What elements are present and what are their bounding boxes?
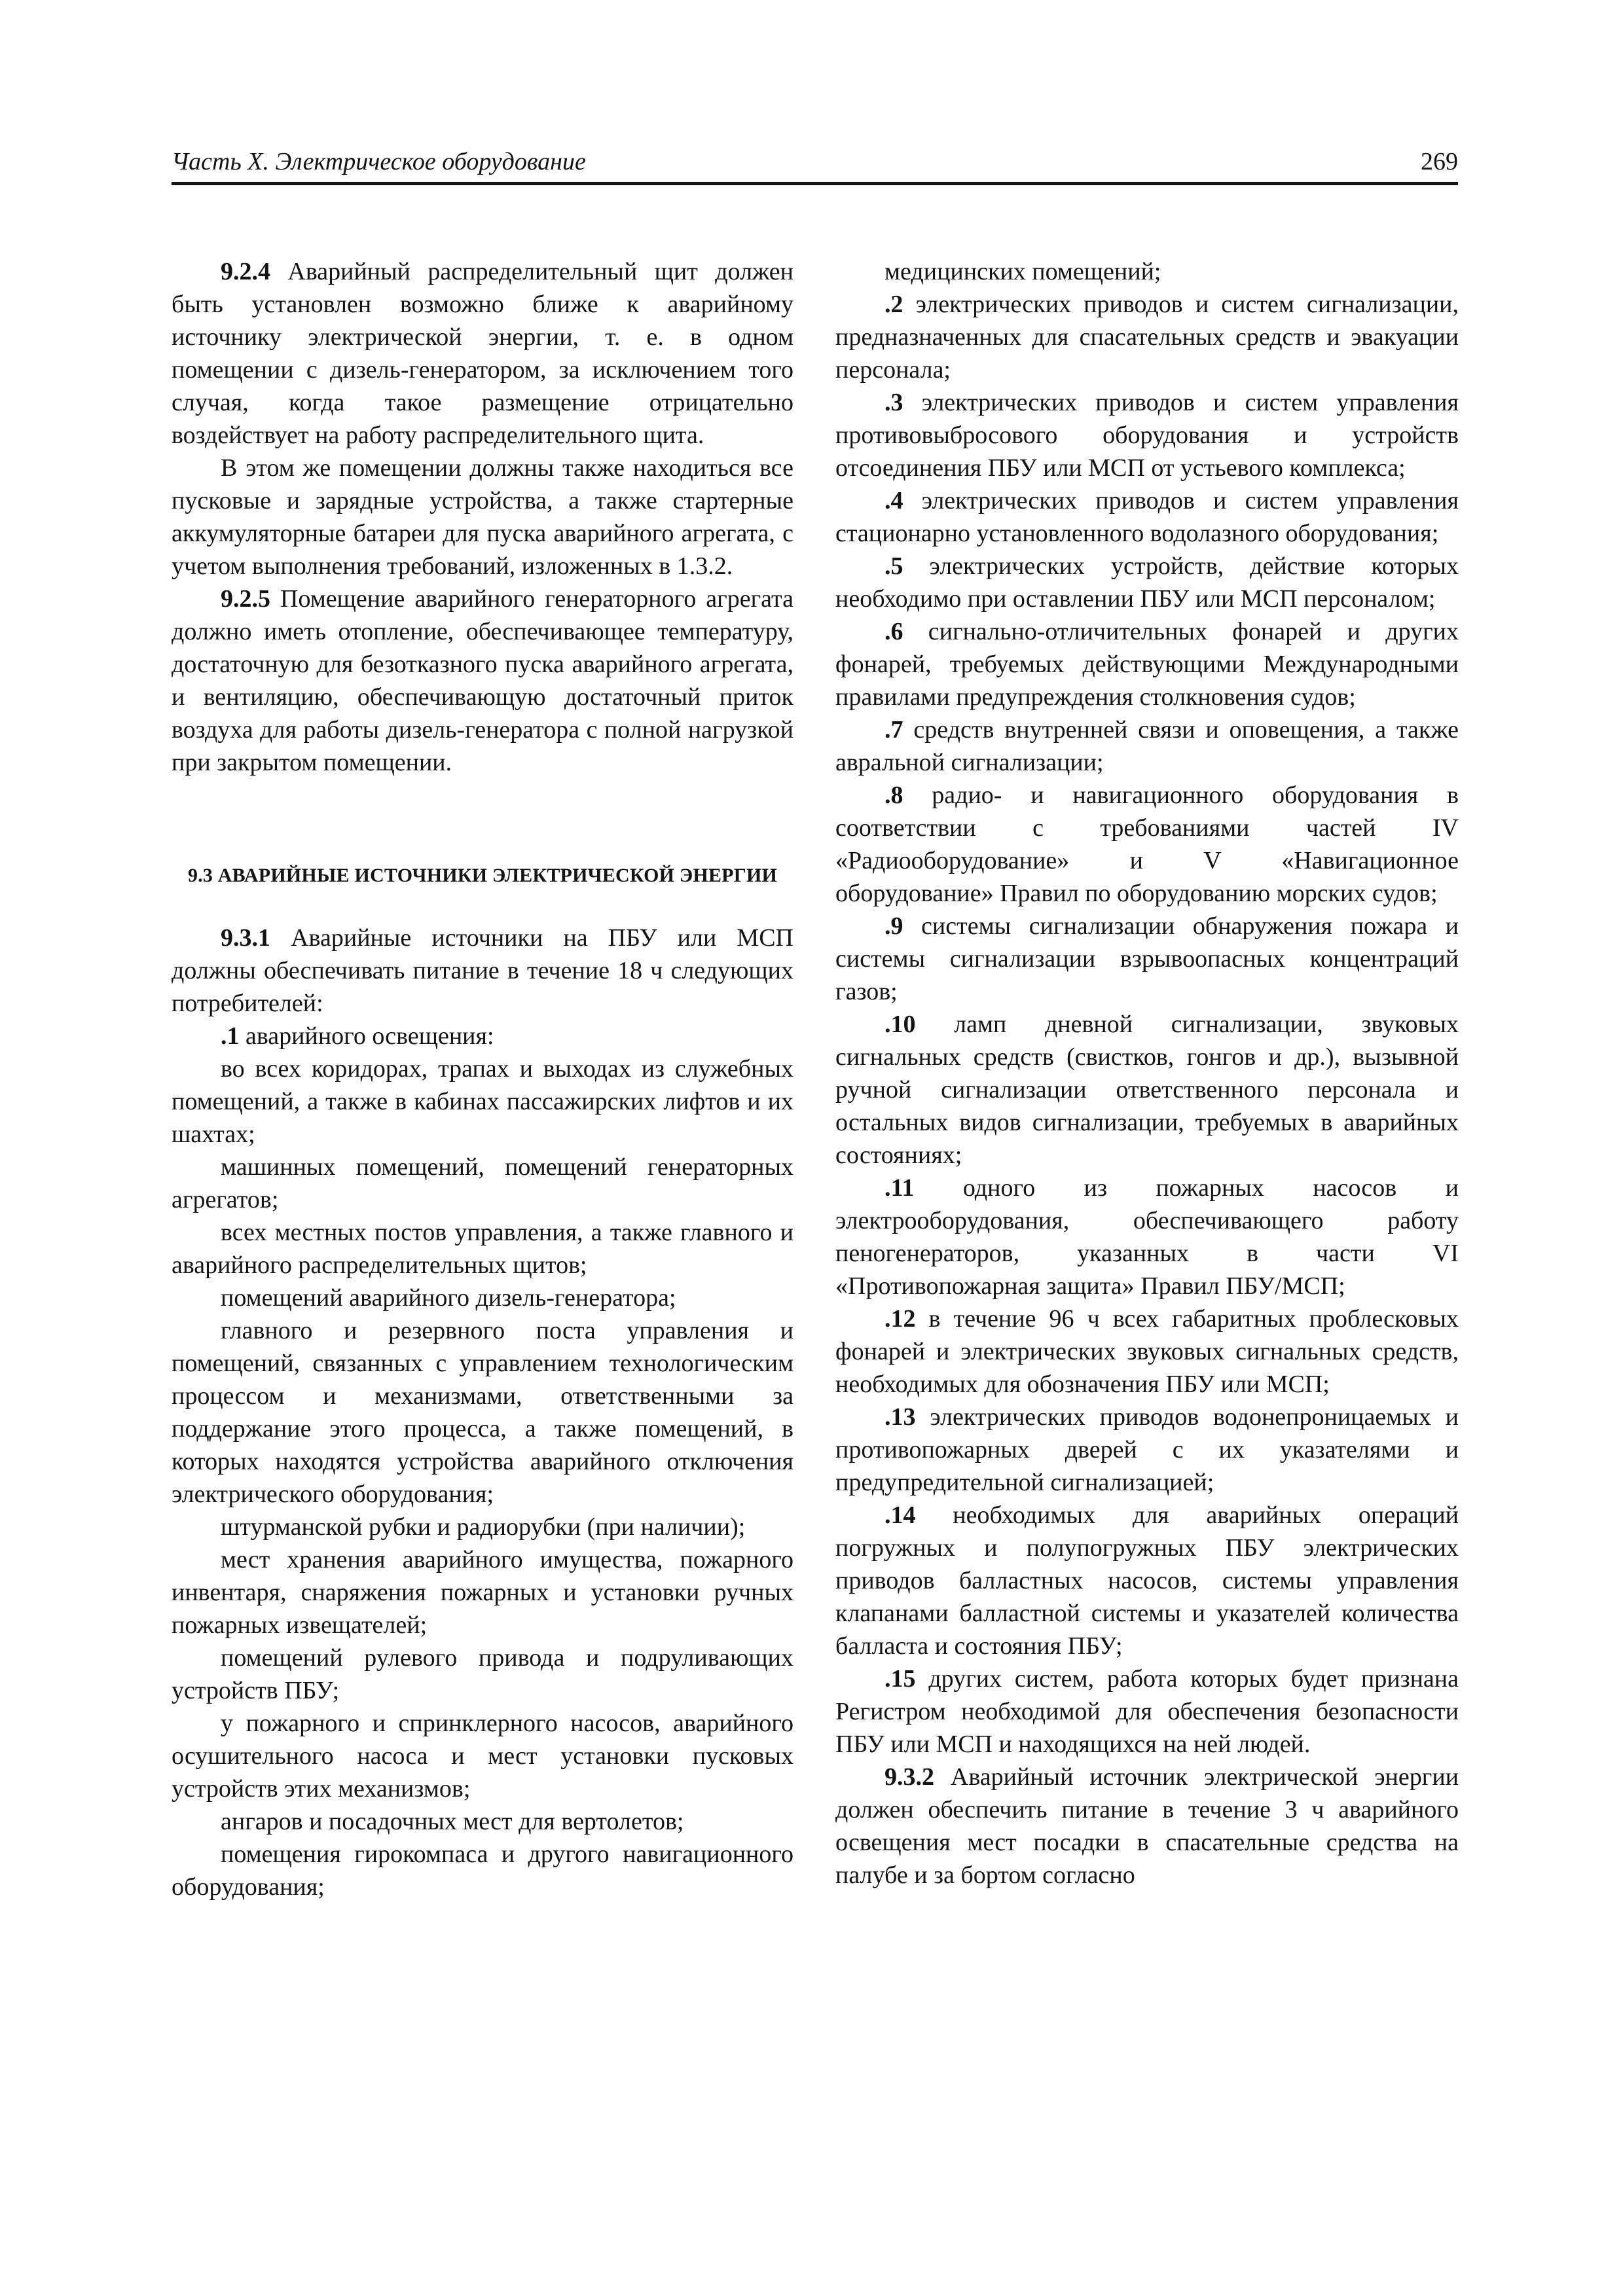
sub-item: ангаров и посадочных мест для вертолетов; <box>221 1808 684 1835</box>
sub-item: всех местных постов управления, а также главного и аварийного распределительных щитов; <box>172 1219 793 1279</box>
list-item-5 <box>835 550 1459 615</box>
right-column <box>835 255 1459 1892</box>
heading-spacer <box>172 888 793 922</box>
item-text: необходимых для аварийных операций погружных и полупогружных ПБУ электрических приводов балластных насосов, системы управления клапанами балластной системы и указателей количества балласта и состояния ПБУ; <box>835 1501 1459 1660</box>
paragraph: В этом же помещении должны также находиться все пусковые и зарядные устройства, а также стартерные аккумуляторные батареи для пуска аварийного агрегата, с учетом выполнения требований, изложенных в 1.3.2. <box>172 454 793 580</box>
sub-item: во всех коридорах, трапах и выходах из служебных помещений, а также в кабинах пассажирских лифтов и их шахтах; <box>172 1055 793 1148</box>
sub-item: у пожарного и спринклерного насосов, аварийного осушительного насоса и мест установки пусковых устройств этих механизмов; <box>172 1710 793 1803</box>
section-heading: 9.3 АВАРИЙНЫЕ ИСТОЧНИКИ ЭЛЕКТРИЧЕСКОЙ ЭНЕРГИИ <box>187 865 778 886</box>
item-number: .2 <box>884 291 903 318</box>
paragraph-9-3-1 <box>172 922 793 1020</box>
list-item-2 <box>835 288 1459 386</box>
paragraph-text: Аварийный распределительный щит должен быть установлен возможно ближе к аварийному источнику электрической энергии, т. е. в одном помещении с дизель-генератором, за исключением того случая, когда такое размещение отрицательно воздействует на работу распределительного щита. <box>172 258 793 449</box>
paragraph-9-2-5 <box>172 583 793 779</box>
list-item-11 <box>835 1172 1459 1302</box>
item-number: .11 <box>884 1174 915 1202</box>
item-text: других систем, работа которых будет признана Регистром необходимой для обеспечения безопасности ПБУ или МСП и находящихся на ней людей. <box>835 1665 1459 1758</box>
paragraph-text: Аварийные источники на ПБУ или МСП должны обеспечивать питание в течение 18 ч следующих потребителей: <box>172 924 793 1017</box>
item-number: .4 <box>884 487 903 514</box>
section-spacer <box>172 779 793 864</box>
list-item-3 <box>835 386 1459 484</box>
paragraph-9-2-4 <box>172 255 793 452</box>
item-text: в течение 96 ч всех габаритных проблесковых фонарей и электрических звуковых сигнальных средств, необходимых для обозначения ПБУ или МСП; <box>835 1305 1459 1398</box>
item-number: .1 <box>221 1022 240 1050</box>
item-number: .5 <box>884 552 903 580</box>
sub-item: главного и резервного поста управления и помещений, связанных с управлением технологическим процессом и механизмами, ответственными за поддержание этого процесса, а также помещений, в которых находятся устройства аварийного отключения электрического оборудования; <box>172 1317 793 1508</box>
sub-item: мест хранения аварийного имущества, пожарного инвентаря, снаряжения пожарных и установки ручных пожарных извещателей; <box>172 1546 793 1639</box>
paragraph-text: Аварийный источник электрической энергии должен обеспечить питание в течение 3 ч аварийного освещения мест посадки в спасательные средства на палубе и за бортом согласно <box>835 1763 1459 1889</box>
list-item-1 <box>172 1020 793 1052</box>
list-item-14 <box>835 1499 1459 1662</box>
list-item-8 <box>835 779 1459 910</box>
item-text: системы сигнализации обнаружения пожара и системы сигнализации взрывоопасных концентраций газов; <box>835 912 1459 1005</box>
item-text: электрических приводов и систем сигнализации, предназначенных для спасательных средств и эвакуации персонала; <box>835 291 1459 384</box>
list-item-10 <box>835 1008 1459 1172</box>
page-header <box>172 144 1458 185</box>
item-number: .7 <box>884 716 903 744</box>
item-text: сигнально-отличительных фонарей и других фонарей, требуемых действующими Международными правилами предупреждения столкновения судов; <box>835 618 1459 711</box>
continued-line: медицинских помещений; <box>884 258 1161 285</box>
sub-item: помещений рулевого привода и подруливающих устройств ПБУ; <box>172 1644 793 1704</box>
item-number: .15 <box>884 1665 916 1693</box>
sub-item: помещений аварийного дизель-генератора; <box>221 1284 676 1312</box>
running-title: Часть X. Электрическое оборудование <box>172 148 586 175</box>
list-item-6 <box>835 615 1459 713</box>
list-item-9 <box>835 910 1459 1008</box>
item-number: .13 <box>884 1403 916 1431</box>
page-number: 269 <box>1421 148 1458 175</box>
sub-item: штурманской рубки и радиорубки (при наличии); <box>221 1513 746 1541</box>
sub-item: машинных помещений, помещений генераторных агрегатов; <box>172 1153 793 1213</box>
clause-number: 9.3.2 <box>884 1763 934 1791</box>
item-text: электрических приводов и систем управления стационарно установленного водолазного оборудования; <box>835 487 1459 547</box>
item-text: электрических устройств, действие которых необходимо при оставлении ПБУ или МСП персоналом; <box>835 552 1459 613</box>
item-number: .3 <box>884 389 903 416</box>
sub-item: помещения гирокомпаса и другого навигационного оборудования; <box>172 1840 793 1901</box>
clause-number: 9.2.5 <box>221 585 270 613</box>
item-number: .10 <box>884 1011 916 1038</box>
item-text: электрических приводов водонепроницаемых и противопожарных дверей с их указателями и предупредительной сигнализацией; <box>835 1403 1459 1496</box>
list-item-4 <box>835 484 1459 550</box>
item-text: радио- и навигационного оборудования в соответствии с требованиями частей IV «Радиооборудование» и V «Навигационное оборудование» Правил по оборудованию морских судов; <box>835 781 1459 907</box>
paragraph-9-3-2 <box>835 1761 1459 1892</box>
item-text: аварийного освещения: <box>239 1022 494 1050</box>
item-number: .9 <box>884 912 903 940</box>
list-item-13 <box>835 1401 1459 1499</box>
clause-number: 9.2.4 <box>221 258 270 285</box>
item-text: одного из пожарных насосов и электрооборудования, обеспечивающего работу пеногенераторов, указанных в части VI «Противопожарная защита» Правил ПБУ/МСП; <box>835 1174 1459 1300</box>
left-column <box>172 255 793 1903</box>
list-item-12 <box>835 1302 1459 1401</box>
clause-number: 9.3.1 <box>221 924 270 952</box>
item-number: .8 <box>884 781 903 809</box>
item-text: средств внутренней связи и оповещения, а также авральной сигнализации; <box>835 716 1459 776</box>
paragraph-text: Помещение аварийного генераторного агрегата должно иметь отопление, обеспечивающее температуру, достаточную для безотказного пуска аварийного агрегата, и вентиляцию, обеспечивающую достаточный приток воздуха для работы дизель-генератора с полной нагрузкой при закрытом помещении. <box>172 585 793 776</box>
item-number: .12 <box>884 1305 916 1333</box>
list-item-7 <box>835 713 1459 779</box>
item-text: ламп дневной сигнализации, звуковых сигнальных средств (свистков, гонгов и др.), вызывной ручной сигнализации ответственного персонала и остальных видов сигнализации, требуемых в аварийных состояниях; <box>835 1011 1459 1169</box>
item-number: .6 <box>884 618 903 645</box>
item-text: электрических приводов и систем управления противовыбросового оборудования и устройств отсоединения ПБУ или МСП от устьевого комплекса; <box>835 389 1459 482</box>
list-item-15 <box>835 1662 1459 1761</box>
item-number: .14 <box>884 1501 916 1529</box>
